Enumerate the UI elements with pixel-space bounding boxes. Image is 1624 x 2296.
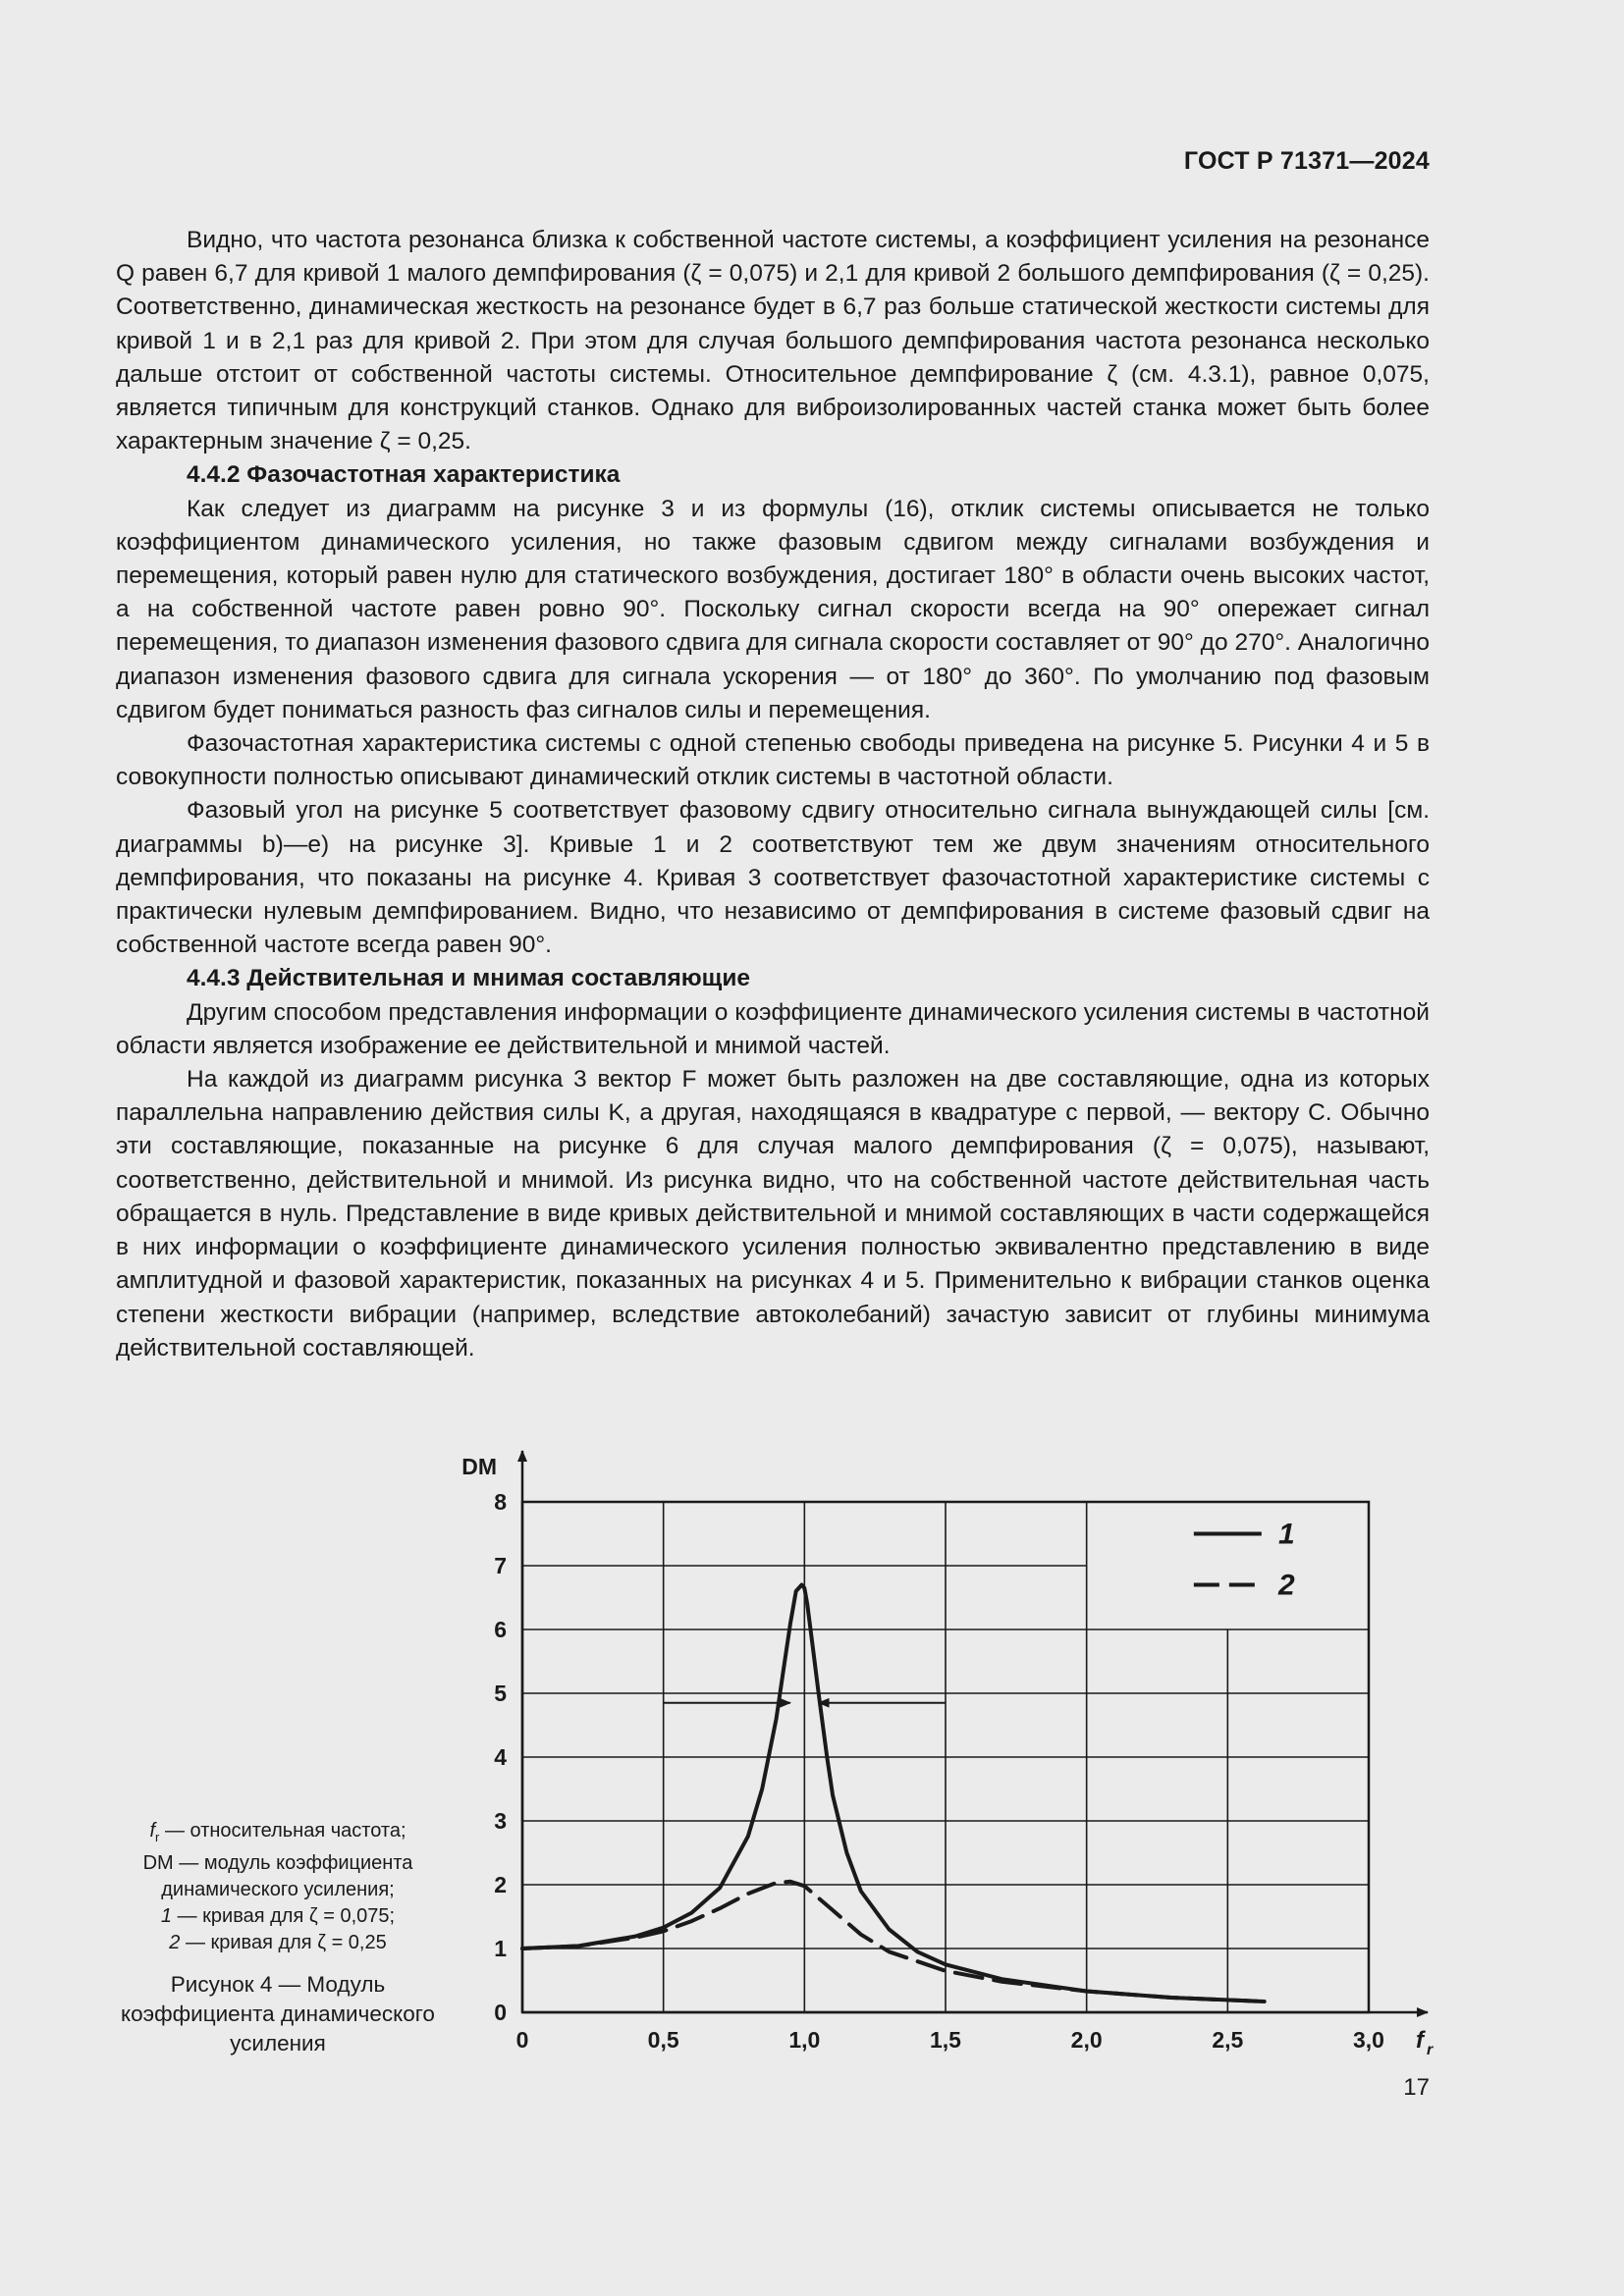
y-tick-label: 1 — [494, 1936, 507, 1961]
paragraph-resonance: Видно, что частота резонанса близка к собственной частоте системы, а коэффициент усиления на резонансе Q равен 6,7 для кривой 1 малого демпфирования (ζ = 0,075) и 2,1 для кривой 2 большого демпфирования (ζ = 0,25). Соответственно, динамическая жесткость на резонансе будет в 6,7 раз больше статической жесткости системы для кривой 1 и в 2,1 раз для кривой 2. При этом для случая большого демпфирования частота резонанса несколько дальше отстоит от собственной частоты системы. Относительное демпфирование ζ (см. 4.3.1), равное 0,075, является типичным для конструкций станков. Однако для виброизолированных частей станка может быть более характерным значение ζ = 0,25. — [116, 227, 1430, 455]
x-tick-label: 0,5 — [647, 2027, 679, 2053]
x-tick-label: 3,0 — [1353, 2027, 1384, 2053]
x-tick-label: 0 — [515, 2027, 529, 2053]
curve-2 — [522, 1882, 1265, 2002]
page-number: 17 — [1403, 2074, 1430, 2101]
figure-caption — [116, 1818, 440, 2058]
x-axis-label: f — [1416, 2027, 1424, 2054]
paragraph-phase-angle: Фазовый угол на рисунке 5 соответствует фазовому сдвигу относительно сигнала вынуждающей силы [см. диаграммы b)—e) на рисунке 3]. Кривые 1 и 2 соответствуют тем же двум значениям относительного демпфирования, что показаны на рисунке 4. Кривая 3 соответствует фазочастотной характеристике системы с практически нулевым демпфированием. Видно, что независимо от демпфирования в системе фазовый сдвиг на собственной частоте всегда равен 90°. — [116, 797, 1430, 959]
x-tick-label: 1,0 — [788, 2027, 821, 2053]
y-tick-label: 0 — [494, 2000, 507, 2025]
paragraph-phase-shift: Как следует из диаграмм на рисунке 3 и из формулы (16), отклик системы описывается не только коэффициентом динамического усиления, но также фазовым сдвигом между сигналами возбуждения и перемещения, который равен нулю для статического возбуждения, достигает 180° в области очень высоких частот, а на собственной частоте равен ровно 90°. Поскольку сигнал скорости всегда на 90° опережает сигнал перемещения, то диапазон изменения фазового сдвига для сигнала скорости составляет от 90° до 270°. Аналогично диапазон изменения фазового сдвига для сигнала ускорения — от 180° до 360°. По умолчанию под фазовым сдвигом будет пониматься разность фаз сигналов силы и перемещения. — [116, 495, 1430, 723]
curve-1 — [522, 1585, 1265, 2002]
y-tick-label: 2 — [494, 1872, 507, 1897]
legend-label-2: 2 — [1278, 1569, 1295, 1602]
paragraph-figure5-ref: Фазочастотная характеристика системы с одной степенью свободы приведена на рисунке 5. Рисунки 4 и 5 в совокупности полностью описывают динамический отклик системы в частотной области. — [116, 730, 1430, 791]
y-tick-label: 6 — [494, 1617, 507, 1642]
y-tick-label: 5 — [494, 1681, 507, 1706]
legend-line-curve-2: 2 — кривая для ζ = 0,25 — [169, 1932, 387, 1953]
x-axis-label-subscript: r — [1427, 2042, 1434, 2058]
y-tick-label: 4 — [494, 1744, 507, 1770]
y-tick-label: 3 — [494, 1808, 507, 1834]
x-tick-label: 2,0 — [1070, 2027, 1103, 2053]
y-tick-label: 7 — [494, 1553, 507, 1578]
document-header: ГОСТ Р 71371—2024 — [1183, 147, 1430, 175]
x-tick-label: 1,5 — [930, 2027, 961, 2053]
legend-label-1: 1 — [1278, 1518, 1295, 1551]
paragraph-vector-decomposition: На каждой из диаграмм рисунка 3 вектор F может быть разложен на две составляющие, одна из которых параллельна направлению действия силы K, а другая, находящаяся в квадратуре с первой, — вектору C. Обычно эти составляющие, показанные на рисунке 6 для случая малого демпфирования (ζ = 0,075), называют, соответственно, действительной и мнимой. Из рисунка видно, что на собственной частоте действительная часть обращается в нуль. Представление в виде кривых действительной и мнимой составляющих в части содержащейся в них информации о коэффициенте динамического усиления полностью эквивалентно представлению в виде амплитудной и фазовой характеристик, показанных на рисунках 4 и 5. Применительно к вибрации станков оценка степени жесткости вибрации (например, вследствие автоколебаний) зачастую зависит от глубины минимума действительной составляющей. — [116, 1066, 1430, 1362]
legend-line-dm: DM — модуль коэффициента динамического усиления; — [142, 1852, 413, 1900]
dm-chart — [442, 1438, 1453, 2066]
x-tick-label: 2,5 — [1212, 2027, 1244, 2053]
y-tick-label: 8 — [494, 1489, 507, 1515]
legend-line-curve-1: 1 — кривая для ζ = 0,075; — [160, 1905, 396, 1927]
section-heading-4-4-2: 4.4.2 Фазочастотная характеристика — [187, 461, 621, 489]
section-heading-4-4-3: 4.4.3 Действительная и мнимая составляющие — [187, 965, 751, 992]
legend-line-fr: $f_r$ — относительная частота; — [149, 1820, 406, 1844]
figure-title: Рисунок 4 — Модуль коэффициента динамического усиления — [121, 1972, 435, 2056]
paragraph-real-imag-intro: Другим способом представления информации о коэффициенте динамического усиления системы в частотной области является изображение ее действительной и мнимой частей. — [116, 998, 1430, 1059]
y-axis-label: DM — [461, 1454, 497, 1479]
body-text — [116, 224, 1430, 1365]
